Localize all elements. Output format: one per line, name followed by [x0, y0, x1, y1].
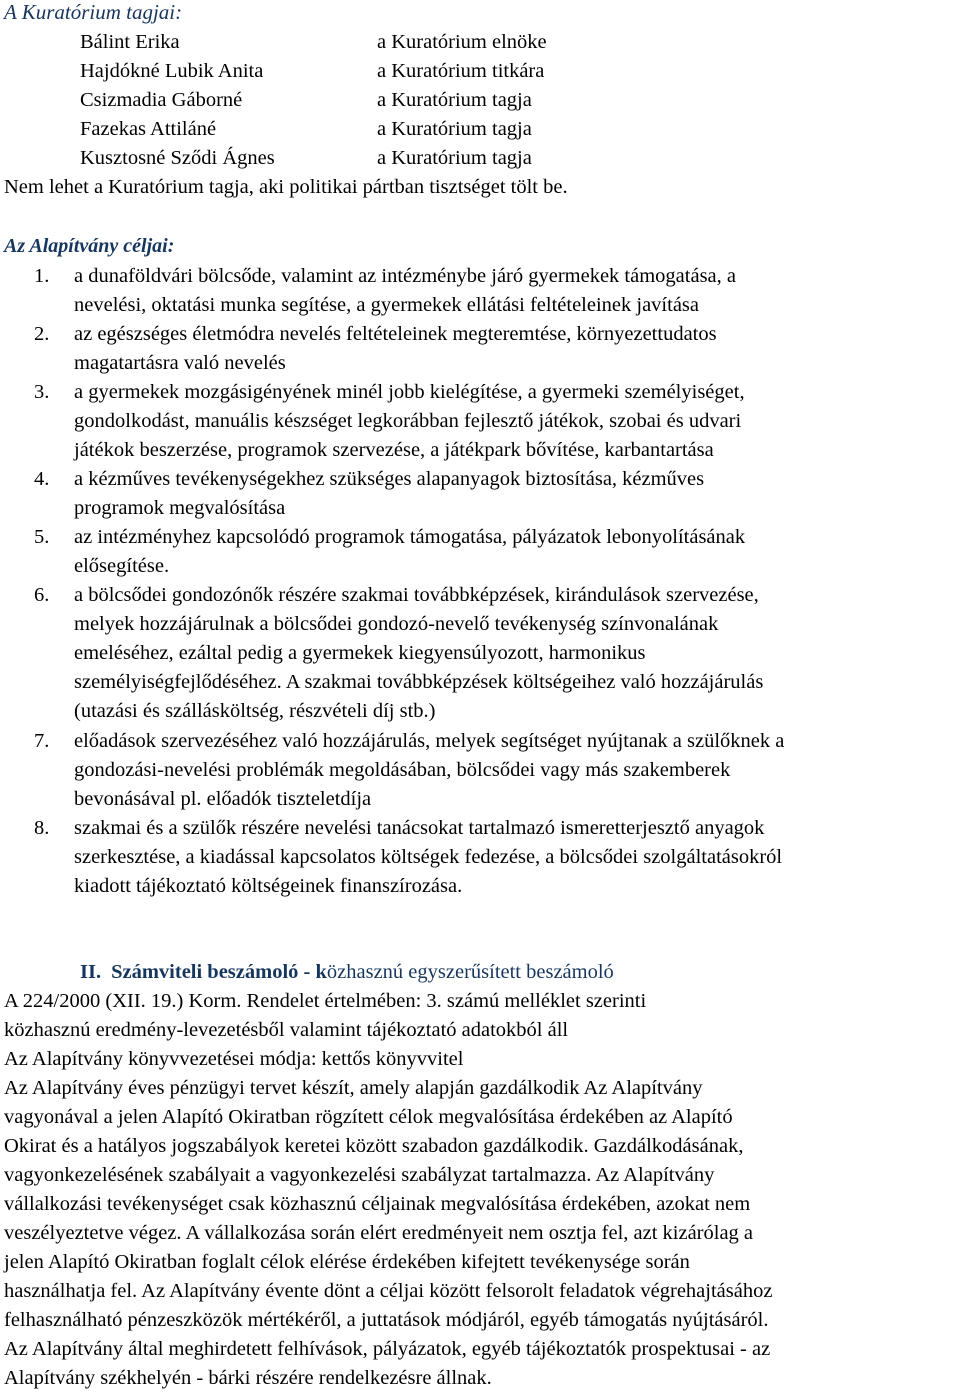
goal-line: szerkesztése, a kiadással kapcsolatos költségek fedezése, a bölcsődei szolgáltatásokról: [74, 846, 783, 868]
body-line: A 224/2000 (XII. 19.) Korm. Rendelet értelmében: 3. számú melléklet szerinti: [4, 990, 647, 1012]
member-role: a Kuratórium titkára: [377, 60, 545, 82]
goal-line: személyiségfejlődéséhez. A szakmai továbbképzések költségeihez való hozzájárulás: [74, 671, 764, 693]
goal-line: elősegítése.: [74, 555, 170, 577]
body-line: Alapítvány székhelyén - bárki részére rendelkezésre állnak.: [4, 1367, 492, 1389]
goal-number: 4.: [34, 468, 50, 490]
member-role: a Kuratórium elnöke: [377, 31, 547, 53]
member-name: Fazekas Attiláné: [80, 118, 217, 140]
goal-line: a kézműves tevékenységekhez szükséges alapanyagok biztosítása, kézműves: [74, 468, 705, 490]
goal-number: 1.: [34, 265, 50, 287]
section-2-title-rest: özhasznú egyszerűsített beszámoló: [326, 961, 614, 983]
body-line: használhatja fel. Az Alapítvány évente dönt a céljai között felsorolt feladatok végrehajtásához: [4, 1280, 773, 1302]
goal-line: előadások szervezéséhez való hozzájárulás, melyek segítséget nyújtanak a szülőknek a: [74, 730, 785, 752]
body-line: jelen Alapító Okiratban foglalt célok elérése érdekében kifejtett tevékenysége során: [4, 1251, 690, 1273]
goal-line: az egészséges életmódra nevelés feltételeinek megteremtése, környezettudatos: [74, 323, 717, 345]
goal-line: programok megvalósítása: [74, 497, 286, 519]
body-line: felhasználható pénzeszközök mértékéről, a juttatások módjáról, egyéb támogatás nyújtásáról.: [4, 1309, 769, 1331]
goal-number: 3.: [34, 381, 50, 403]
goal-line: játékok beszerzése, programok szervezése, a játékpark bővítése, karbantartása: [74, 439, 714, 461]
board-note: Nem lehet a Kuratórium tagja, aki politikai pártban tisztséget tölt be.: [4, 176, 568, 198]
goals-heading: Az Alapítvány céljai:: [4, 235, 175, 257]
goal-line: a bölcsődei gondozónők részére szakmai továbbképzések, kirándulások szervezése,: [74, 584, 759, 606]
body-line: vagyonával a jelen Alapító Okiratban rögzített célok megvalósítása érdekében az Alapító: [4, 1106, 733, 1128]
goal-line: kiadott tájékoztató költségeinek finanszírozása.: [74, 875, 463, 897]
goal-number: 6.: [34, 584, 50, 606]
goal-line: magatartásra való nevelés: [74, 352, 286, 374]
goal-line: szakmai és a szülők részére nevelési tanácsokat tartalmazó ismeretterjesztő anyagok: [74, 817, 765, 839]
goal-line: gondolkodást, manuális készséget legkorábban fejlesztő játékok, szobai és udvari: [74, 410, 742, 432]
body-line: Okirat és a hatályos jogszabályok keretei között szabadon gazdálkodik. Gazdálkodásának,: [4, 1135, 744, 1157]
goal-line: (utazási és szállásköltség, részvételi díj stb.): [74, 700, 436, 722]
section-2-roman: II.: [80, 961, 102, 983]
section-2-title-bold: Számviteli beszámoló - k: [111, 961, 327, 983]
member-name: Csizmadia Gáborné: [80, 89, 243, 111]
body-line: közhasznú eredmény-levezetésből valamint tájékoztató adatokból áll: [4, 1019, 569, 1041]
goal-line: az intézményhez kapcsolódó programok támogatása, pályázatok lebonyolításának: [74, 526, 746, 548]
goal-line: bevonásával pl. előadók tiszteletdíja: [74, 788, 372, 810]
body-line: Az Alapítvány által meghirdetett felhívások, pályázatok, egyéb tájékoztatók prospektusai - az: [4, 1338, 771, 1360]
member-name: Kusztosné Sződi Ágnes: [80, 147, 275, 169]
body-line: veszélyeztetve végez. A vállalkozása során elért eredményeit nem osztja fel, azt kizárólag a: [4, 1222, 754, 1244]
board-heading: A Kuratórium tagjai:: [4, 0, 183, 24]
section-2-heading: [80, 962, 614, 983]
member-name: Bálint Erika: [80, 31, 180, 53]
goal-line: a gyermekek mozgásigényének minél jobb kielégítése, a gyermeki személyiséget,: [74, 381, 745, 403]
member-role: a Kuratórium tagja: [377, 147, 532, 169]
body-line: Az Alapítvány éves pénzügyi tervet készít, amely alapján gazdálkodik Az Alapítvány: [4, 1077, 703, 1099]
goal-number: 5.: [34, 526, 50, 548]
goal-number: 2.: [34, 323, 50, 345]
member-role: a Kuratórium tagja: [377, 118, 532, 140]
body-line: Az Alapítvány könyvvezetései módja: kettős könyvvitel: [4, 1048, 464, 1070]
member-name: Hajdókné Lubik Anita: [80, 60, 264, 82]
goal-number: 7.: [34, 730, 50, 752]
goal-line: a dunaföldvári bölcsőde, valamint az intézménybe járó gyermekek támogatása, a: [74, 265, 736, 287]
member-role: a Kuratórium tagja: [377, 89, 532, 111]
goal-line: emeléséhez, ezáltal pedig a gyermekek kiegyensúlyozott, harmonikus: [74, 642, 646, 664]
body-line: vállalkozási tevékenységet csak közhasznú céljainak megvalósítása érdekében, azokat nem: [4, 1193, 751, 1215]
goal-line: gondozási-nevelési problémák megoldásában, bölcsődei vagy más szakemberek: [74, 759, 731, 781]
body-line: vagyonkezelésének szabályait a vagyonkezelési szabályzat tartalmazza. Az Alapítvány: [4, 1164, 715, 1186]
goal-line: melyek hozzájárulnak a bölcsődei gondozó-nevelő tevékenység színvonalának: [74, 613, 719, 635]
goal-line: nevelési, oktatási munka segítése, a gyermekek ellátási feltételeinek javítása: [74, 294, 699, 316]
goal-number: 8.: [34, 817, 50, 839]
